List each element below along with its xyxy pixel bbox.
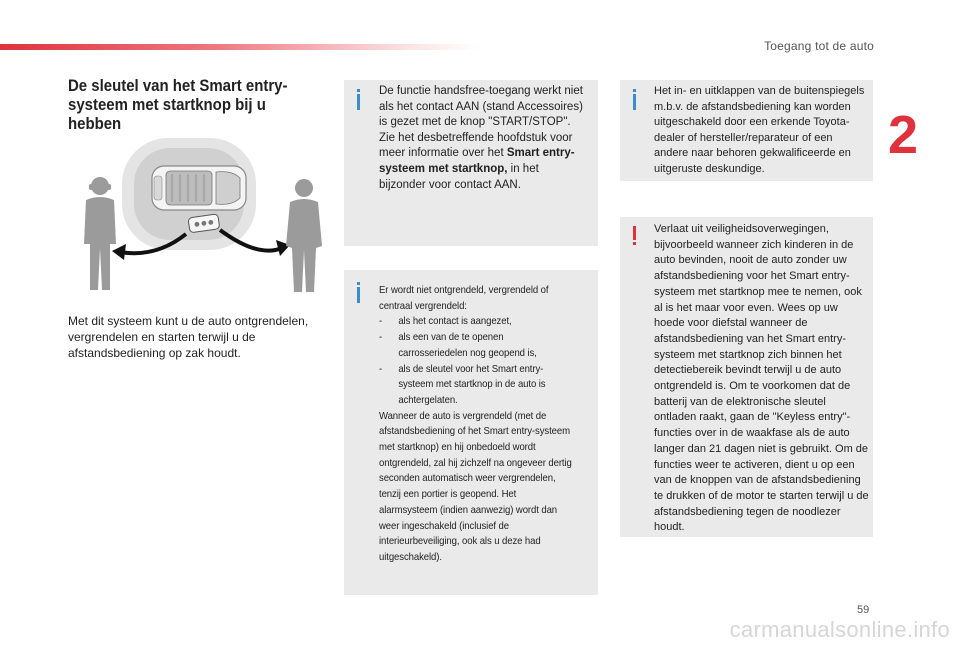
person-right (286, 179, 322, 292)
locking-intro: Er wordt niet ontgrendeld, vergrendeld of centraal vergrendeld: (379, 285, 549, 312)
page-number: 59 (857, 604, 870, 616)
chapter-number: 2 (888, 105, 919, 165)
list-item: - als het contact is aangezet, (379, 314, 574, 330)
info-icon (357, 287, 360, 303)
section-title: Toegang tot de auto (764, 39, 874, 53)
warning-box-text: Verlaat uit veiligheidsoverwegingen, bijvoorbeeld wanneer zich kinderen in de auto bevinden, nooit de auto zonder uw afstandsbediening voor het Smart entry-systeem met startknop mee te nemen, ook al is het maar voor even. Wees op uw hoede voor diefstal wanneer de afstandsbediening van het Smart entry-systeem met startknop zich binnen het detectiebereik bevindt terwijl u de auto ontgrendeld is. Om te voorkomen dat de batterij van de elektronische sleutel ontladen raakt, gaan de "Keyless entry"-functies over in de waakfase als de auto langer dan 21 dagen niet is gebruikt. Om de functies weer te activeren, dient u op een van de knoppen van de afstandsbediening te drukken of de motor te starten terwijl u de afstandsbediening tegen de noodlezer houdt. (654, 223, 869, 534)
header-accent-bar (0, 44, 480, 50)
info-box-locking-text (379, 283, 574, 566)
info-box-mirrors-text: Het in- en uitklappen van de buitenspiegels m.b.v. de afstandsbediening kan worden uitgeschakeld door een erkende Toyota-dealer of hersteller/reparateur of een andere naar behoren gekwalificeerde en uitgeruste deskundige. (654, 85, 865, 175)
locking-outro: Wanneer de auto is vergrendeld (met de afstandsbediening of het Smart entry-systeem met startknop) en hij onbedoeld wordt ontgrendeld, zal hij zichzelf na ongeveer dertig seconden automatisch weer vergrendelen, tenzij een portier is geopend. Het alarmsysteem (indien aanwezig) wordt dan weer ingeschakeld (inclusief de interieurbeveiliging, ook als u deze had uitgeschakeld). (379, 410, 572, 563)
intro-paragraph: Met dit systeem kunt u de auto ontgrendelen, vergrendelen en starten terwijl u de afstandsbediening op zak houdt. (68, 314, 309, 360)
page-title: De sleutel van het Smart entry-systeem met startknop bij u hebben (68, 76, 288, 133)
smart-entry-illustration (70, 130, 340, 300)
info-box-handsfree-text: De functie handsfree-toegang werkt niet als het contact AAN (stand Accessoires) is gezet met de knop "START/STOP". Zie het desbetreffende hoofdstuk voor meer informatie over het Smart entry-systeem met startknop, in het bijzonder voor contact AAN. (379, 85, 583, 191)
warning-icon (633, 226, 636, 240)
list-item: - als een van de te openen carrosseriedelen nog geopend is, (379, 330, 574, 361)
info-icon (357, 94, 360, 110)
car-top-view (152, 166, 246, 210)
info-icon (633, 94, 636, 110)
person-left (84, 177, 116, 290)
watermark: carmanualsonline.info (729, 617, 950, 642)
locking-conditions-list (379, 314, 574, 408)
list-item: - als de sleutel voor het Smart entry-systeem met startknop in de auto is achtergelaten. (379, 362, 574, 409)
